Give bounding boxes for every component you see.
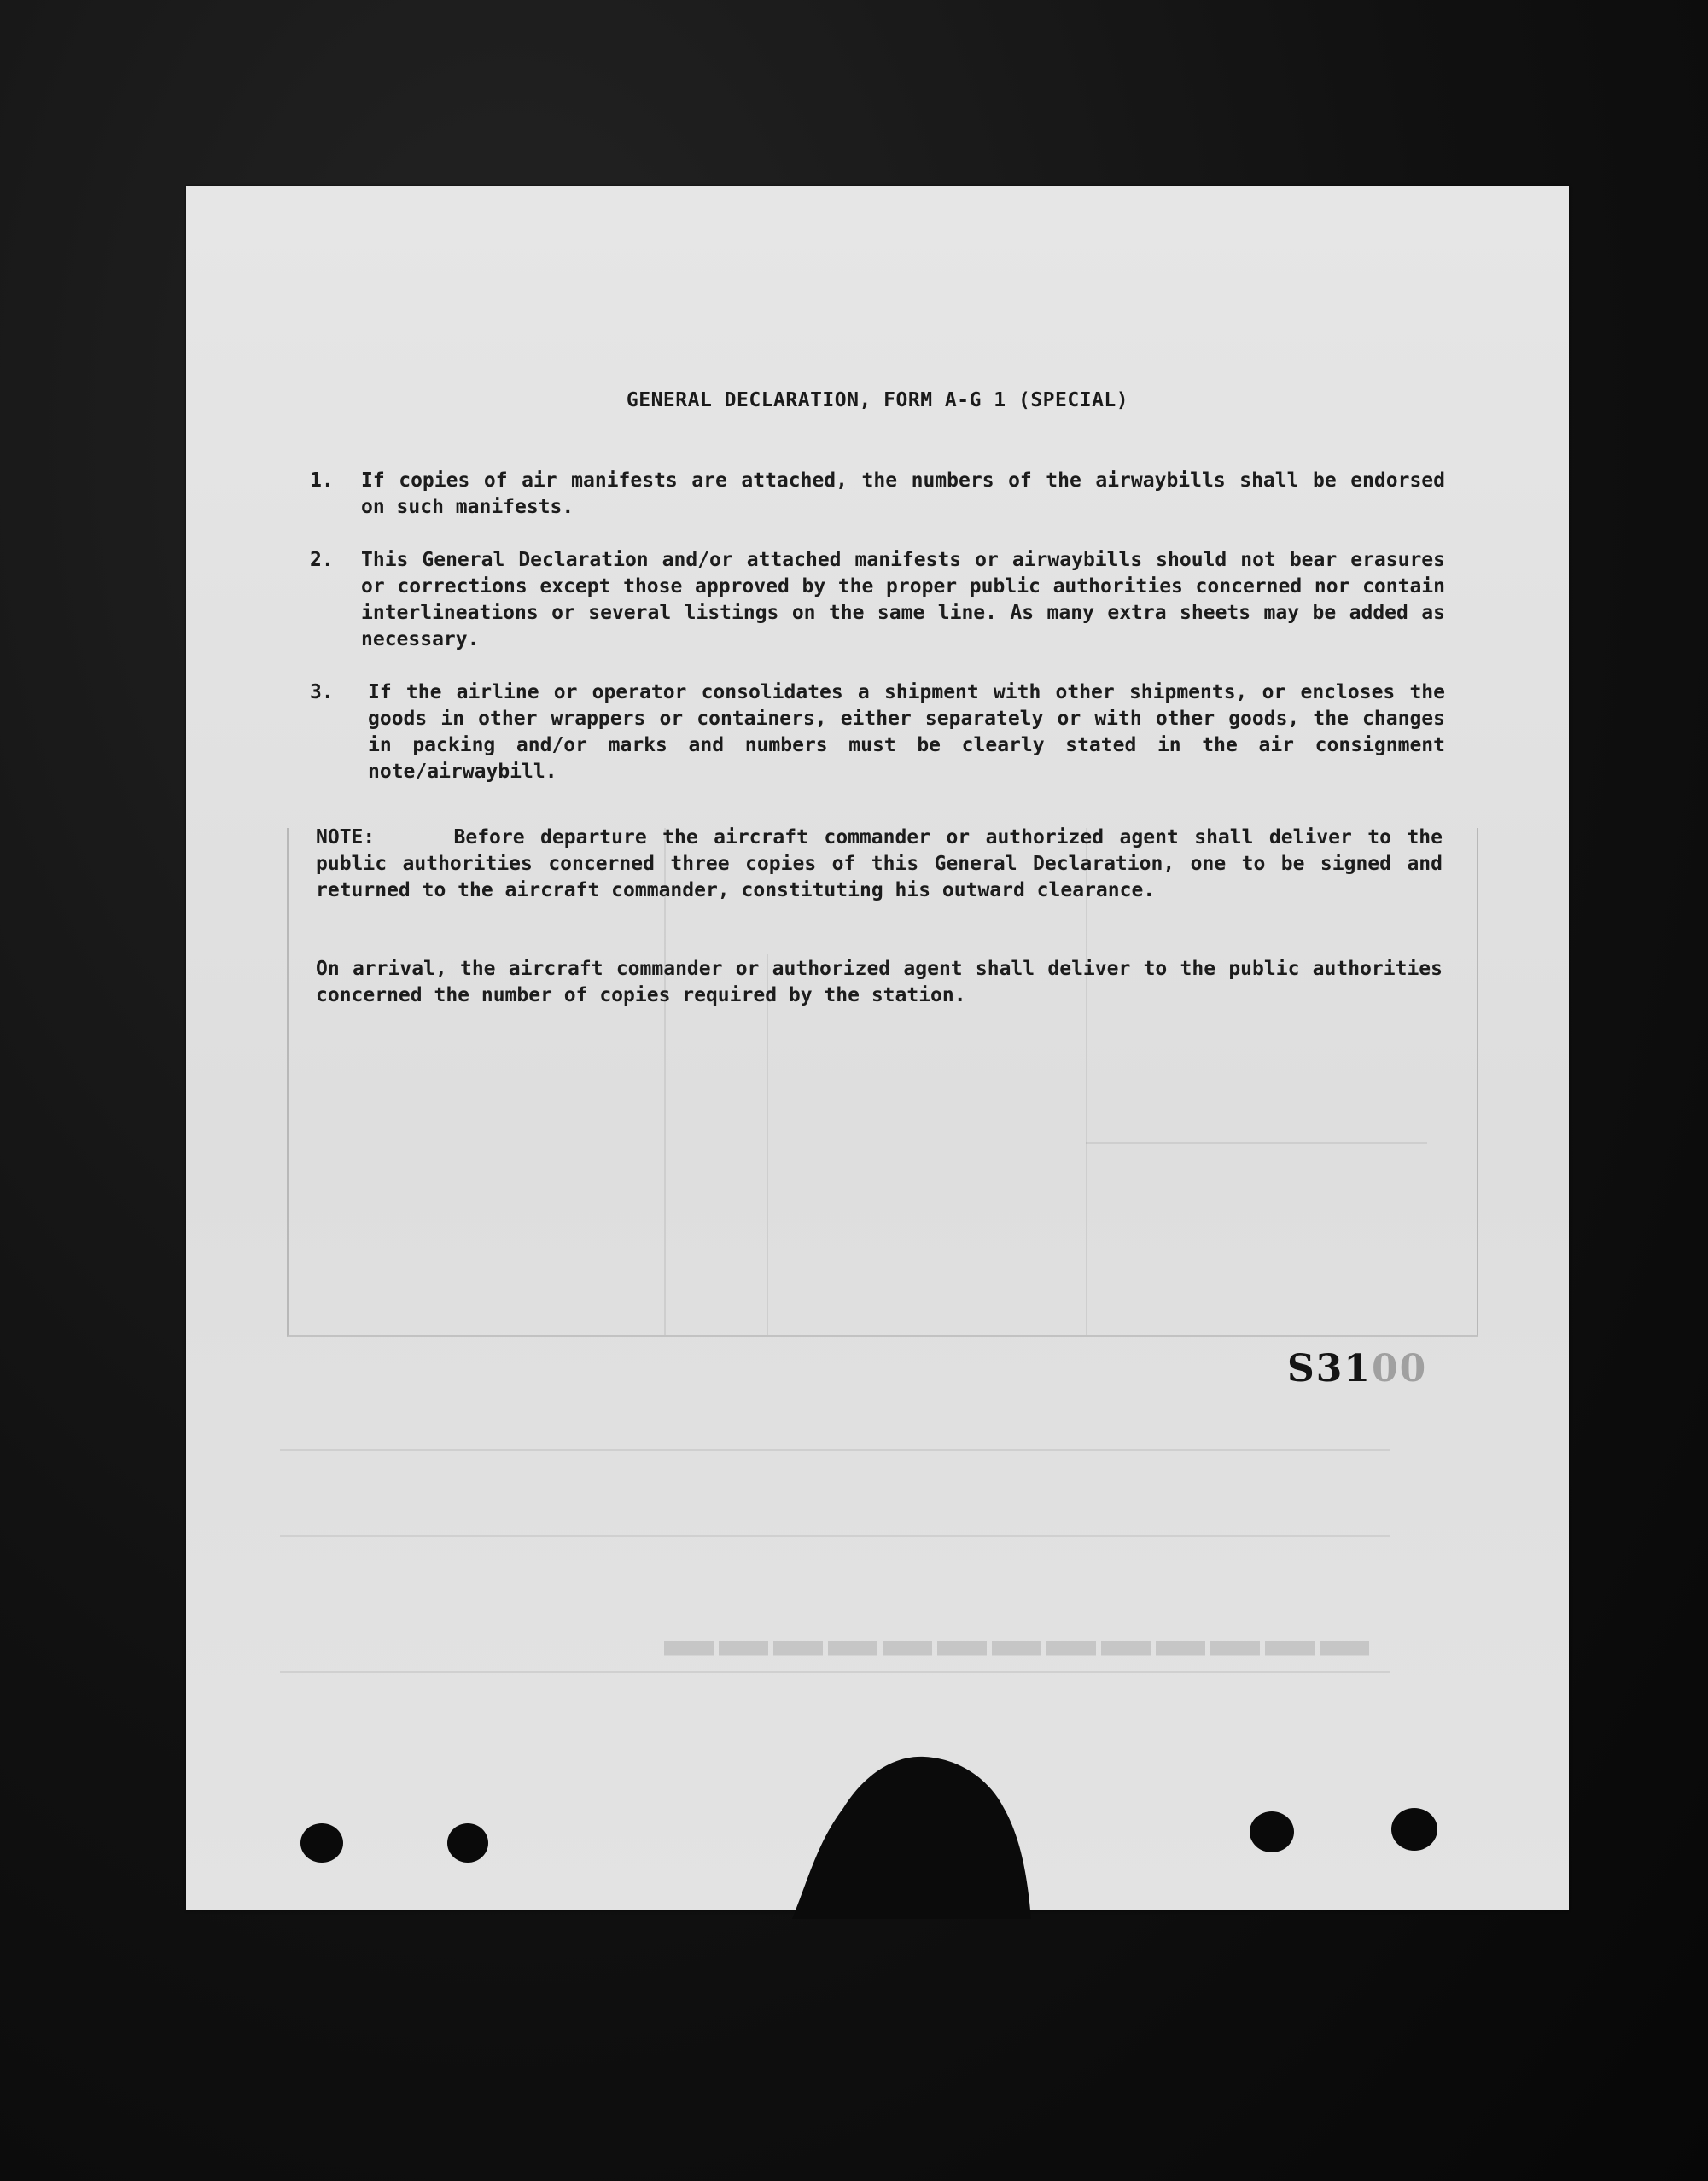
bleed-through-line <box>280 1535 1390 1537</box>
note-paragraph: On arrival, the aircraft commander or authorized agent shall deliver to the public authorities concerned the number of copies required by the station. <box>316 958 1443 1006</box>
stamp-number-faint: 00 <box>1372 1347 1428 1391</box>
item-number: 2. <box>310 549 334 571</box>
document-page <box>186 186 1569 1910</box>
punch-hole <box>447 1823 488 1863</box>
note-paragraph: NOTE: Before departure the aircraft commander or authorized agent shall deliver to the public authorities concerned three copies of this General Declaration, one to be signed and returned to the aircraft commander, constituting his outward clearance. <box>316 826 1454 901</box>
document-title: GENERAL DECLARATION, FORM A-G 1 (SPECIAL) <box>626 389 1129 411</box>
stamp-number-text: S31 <box>1287 1347 1373 1391</box>
item-number: 3. <box>310 681 334 703</box>
note-box <box>287 828 1478 1337</box>
bleed-through-text: ▬▬▬▬▬▬▬▬▬▬▬▬▬ <box>664 1630 1374 1685</box>
bleed-through-line <box>280 1449 1390 1451</box>
item-number: 1. <box>310 469 334 492</box>
punch-hole <box>1250 1811 1294 1852</box>
item-text: If the airline or operator consolidates a shipment with other shipments, or encloses the goods in other wrappers or containers, either separately or with other goods, the changes in packing and/or marks and numbers must be clearly stated in the air consignment note/airwaybill. <box>368 681 1445 783</box>
item-text: This General Declaration and/or attached manifests or airwaybills should not bear erasures or corrections except those approved by the proper public authorities concerned nor contain interlineations or several listings on the same line. As many extra sheets may be added as necessary. <box>361 549 1445 650</box>
bleed-through-line <box>280 1671 1390 1673</box>
punch-hole <box>1391 1808 1437 1851</box>
item-text: If copies of air manifests are attached, the numbers of the airwaybills shall be endorsed on such manifests. <box>361 469 1445 518</box>
torn-paper-area <box>784 1748 1057 1919</box>
punch-hole <box>300 1823 343 1863</box>
stamp-number <box>1287 1347 1427 1391</box>
